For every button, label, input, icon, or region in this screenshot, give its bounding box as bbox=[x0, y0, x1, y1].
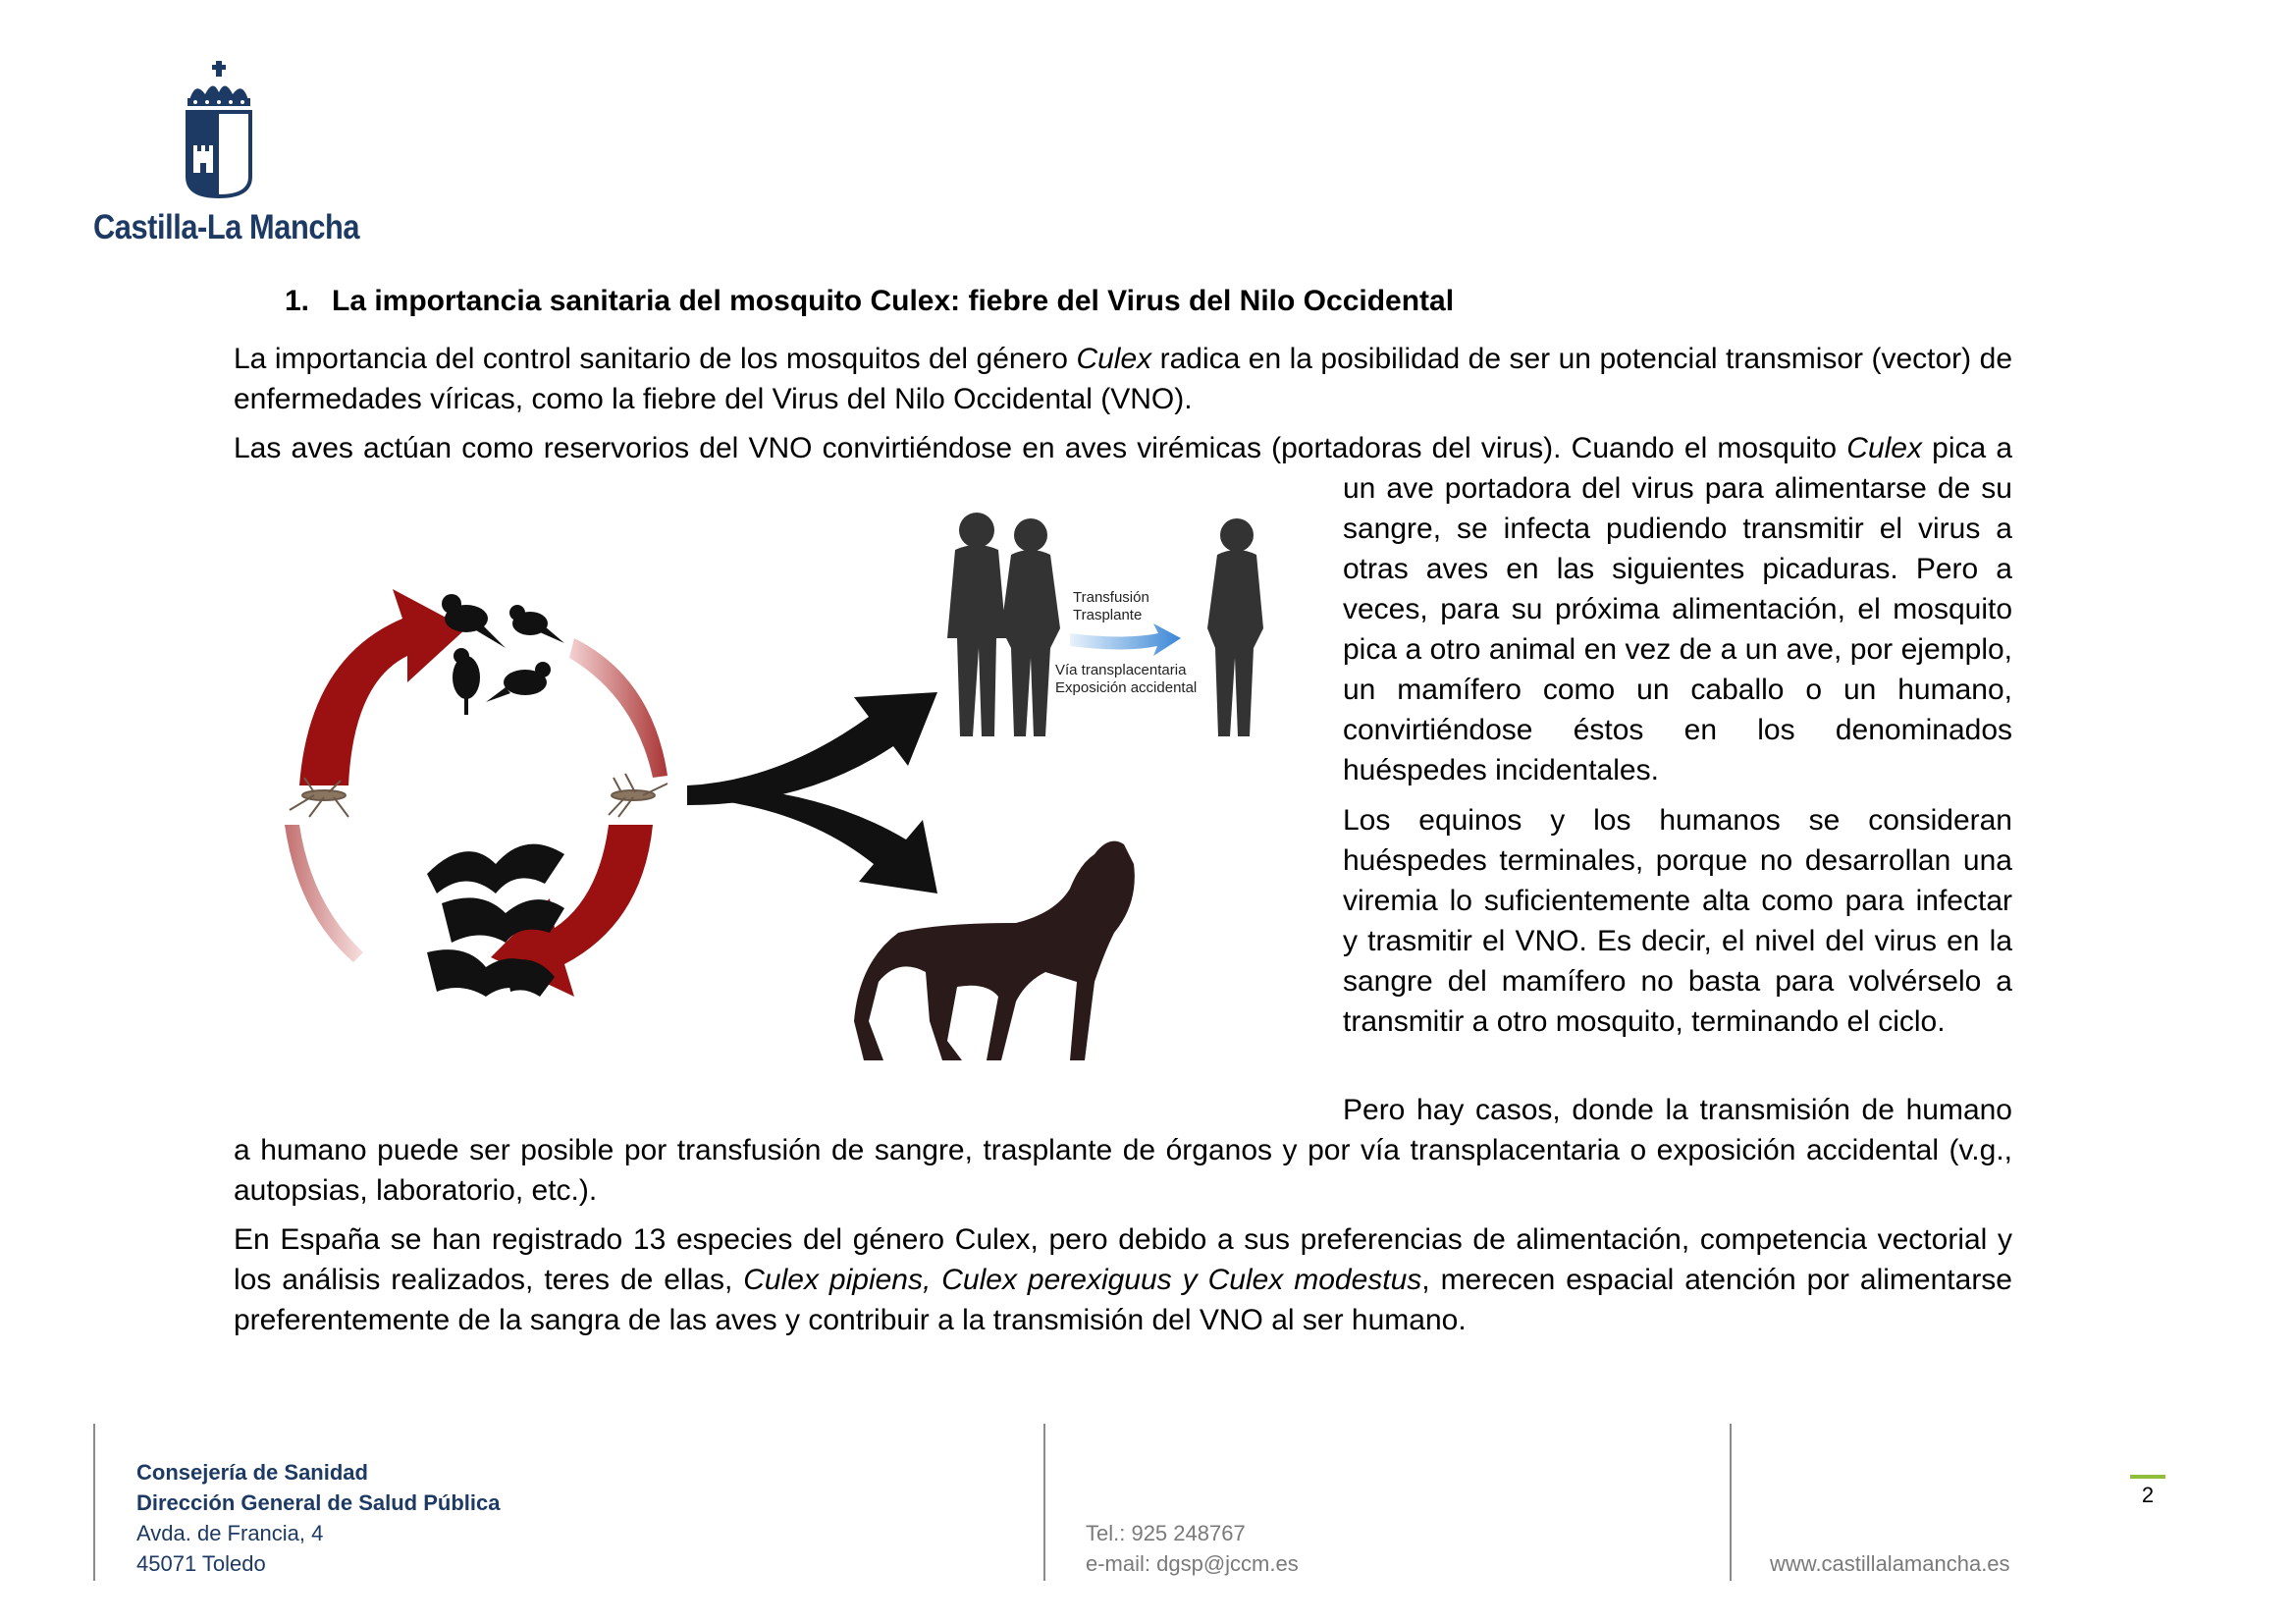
coat-of-arms-icon bbox=[182, 61, 258, 203]
section-heading bbox=[285, 285, 1454, 318]
figure-label-accidental-exposure: Exposición accidental bbox=[1055, 679, 1198, 696]
paragraph-intro bbox=[234, 339, 2012, 419]
figure-label-transplacental: Vía transplacentaria bbox=[1055, 662, 1187, 678]
text-span: , merecen espacial atención por alimentarse preferentemente de la sangra de las aves y contribuir a la transmisión del VNO al ser humano. bbox=[234, 1264, 2012, 1336]
text-span: En España se han registrado 13 especies del género Culex, pero debido a sus preferencias de alimentación, competencia vectorial y los análisis realizados, teres de ellas, bbox=[234, 1223, 2012, 1296]
text-span: pica a bbox=[1921, 432, 2013, 464]
paragraph-terminal-hosts: Los equinos y los humanos se consideran huéspedes terminales, porque no desarrollan una viremia lo suficientemente alta como para infectar y trasmitir el VNO. Es decir, el nivel del virus en la sangre del mamífero no basta para volvérselo a transmitir a otro mosquito, terminando el ciclo. bbox=[1343, 804, 2012, 1038]
figure-label-transplant: Trasplante bbox=[1073, 607, 1143, 623]
paragraph-human-transmission: a humano puede ser posible por transfusión de sangre, trasplante de órganos y por vía transplacentaria o exposición accidental (v.g., autopsias, laboratorio, etc.). bbox=[234, 1134, 2012, 1207]
logo-text: Castilla-La Mancha bbox=[93, 208, 360, 246]
footer-organization bbox=[136, 1457, 500, 1579]
footer-divider-right bbox=[1730, 1424, 1732, 1581]
cycle-arrow-bottom-left bbox=[285, 825, 363, 962]
italic-term: Culex bbox=[1846, 432, 1922, 464]
castilla-la-mancha-logo bbox=[93, 61, 360, 257]
page-number: 2 bbox=[2130, 1475, 2165, 1508]
bird-flock-icon bbox=[427, 844, 564, 997]
text-span: radica en la posibilidad de ser un potencial transmisor (vector) de enfermedades víricas, como la fiebre del Virus del Nilo Occidental (VNO). bbox=[234, 343, 2012, 415]
cycle-arrow-top-right bbox=[569, 638, 667, 778]
cycle-arrow-top-left bbox=[299, 589, 466, 785]
transfer-arrow-icon bbox=[1070, 623, 1181, 656]
human-silhouettes-icon bbox=[947, 513, 1263, 736]
footer-phone: Tel.: 925 248767 bbox=[1086, 1521, 1246, 1545]
footer-divider-middle bbox=[1043, 1424, 1045, 1581]
mosquito-right-icon bbox=[609, 774, 667, 817]
footer-email[interactable]: e-mail: dgsp@jccm.es bbox=[1086, 1551, 1299, 1576]
section-number: 1. bbox=[285, 285, 310, 317]
footer-address-street: Avda. de Francia, 4 bbox=[136, 1521, 324, 1545]
paragraph-spain-species bbox=[234, 1219, 2012, 1340]
text-span: Las aves actúan como reservorios del VNO convirtiéndose en aves virémicas (portadoras del virus). Cuando el mosquito bbox=[234, 432, 1847, 464]
footer-divider-left bbox=[93, 1424, 95, 1581]
footer-contact bbox=[1086, 1518, 1299, 1579]
paragraph-reservoirs-continued: un ave portadora del virus para alimentarse de su sangre, se infecta pudiendo transmitir el virus a otras aves en las siguientes picaduras. Pero a veces, para su próxima alimentación, el mosquito pica a otro animal en vez de a un ave, por ejemplo, un mamífero como un caballo o un humano, convirtiéndose éstos en los denominados huéspedes incidentales. bbox=[1343, 472, 2012, 786]
text-span: La importancia del control sanitario de los mosquitos del género bbox=[234, 343, 1077, 375]
birds-icon bbox=[442, 594, 564, 715]
figure-label-transfusion: Transfusión bbox=[1073, 589, 1149, 606]
footer-org-department: Dirección General de Salud Pública bbox=[136, 1490, 501, 1515]
footer-org-name: Consejería de Sanidad bbox=[136, 1460, 368, 1485]
italic-term: Culex bbox=[1076, 343, 1152, 375]
split-arrow-icon bbox=[687, 692, 937, 893]
paragraph-reservoirs-line1 bbox=[234, 428, 2012, 468]
section-title: La importancia sanitaria del mosquito Culex: fiebre del Virus del Nilo Occidental bbox=[332, 285, 1455, 317]
italic-species: Culex pipiens, Culex perexiguus y Culex modestus bbox=[743, 1264, 1422, 1296]
footer-website[interactable]: www.castillalamancha.es bbox=[1770, 1551, 2010, 1576]
footer-address-city: 45071 Toledo bbox=[136, 1551, 266, 1576]
transmission-cycle-figure bbox=[270, 511, 1271, 1080]
paragraph-human-transmission-line1: Pero hay casos, donde la transmisión de humano bbox=[1343, 1094, 2012, 1126]
